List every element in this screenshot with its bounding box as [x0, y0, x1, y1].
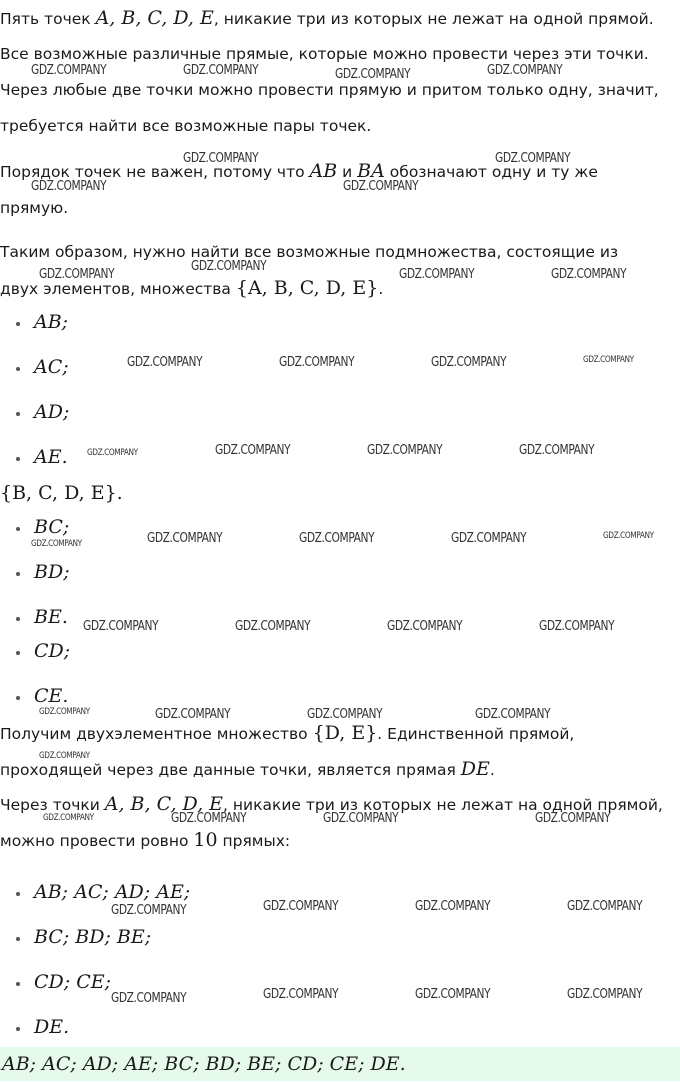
bullet-icon: [16, 696, 20, 700]
list-item: BE.: [16, 602, 68, 633]
answer-box: [0, 1047, 680, 1081]
list-item: AD;: [16, 397, 69, 428]
watermark: GDZ.COMPANY: [367, 443, 443, 458]
bullet-icon: [16, 937, 20, 941]
watermark: GDZ.COMPANY: [567, 987, 643, 1002]
bullet-icon: [16, 892, 20, 896]
watermark: GDZ.COMPANY: [307, 707, 383, 722]
intro-line-8: двух элементов, множества {A, B, C, D, E}.: [0, 277, 384, 299]
intro-line-2: Все возможные различные прямые, которые можно провести через эти точки.: [0, 45, 649, 63]
watermark: GDZ.COMPANY: [475, 707, 551, 722]
intro-line-1: Пять точек A, B, C, D, E, никакие три из которых не лежат на одной прямой.: [0, 7, 654, 29]
watermark: GDZ.COMPANY: [539, 619, 615, 634]
watermark: GDZ.COMPANY: [215, 443, 291, 458]
bullet-icon: [16, 1027, 20, 1031]
intro-line-5: Порядок точек не важен, потому что AB и BA обозначают одну и ту же: [0, 160, 598, 182]
watermark: GDZ.COMPANY: [519, 443, 595, 458]
list-item: CD; CE;: [16, 967, 111, 998]
watermark: GDZ.COMPANY: [191, 259, 267, 274]
intro-line-4: требуется найти все возможные пары точек.: [0, 117, 372, 135]
list-item: AB;: [16, 307, 68, 338]
bullet-icon: [16, 412, 20, 416]
watermark: GDZ.COMPANY: [155, 707, 231, 722]
intro-line-7: Таким образом, нужно найти все возможные подмножества, состоящие из: [0, 243, 619, 261]
watermark: GDZ.COMPANY: [183, 63, 259, 78]
de-line-2: проходящей через две данные точки, является прямая DE.: [0, 758, 495, 780]
conclusion-line-1: Через точки A, B, C, D, E, никакие три из которых не лежат на одной прямой,: [0, 793, 663, 815]
watermark: GDZ.COMPANY: [451, 531, 527, 546]
watermark: GDZ.COMPANY: [31, 179, 107, 194]
watermark: GDZ.COMPANY: [567, 899, 643, 914]
watermark: GDZ.COMPANY: [551, 267, 627, 282]
list-item: BD;: [16, 557, 70, 588]
watermark: GDZ.COMPANY: [31, 63, 107, 78]
watermark: GDZ.COMPANY: [415, 987, 491, 1002]
list-item: DE.: [16, 1012, 69, 1043]
watermark: GDZ.COMPANY: [603, 531, 654, 541]
watermark: GDZ.COMPANY: [323, 811, 399, 826]
bullet-icon: [16, 982, 20, 986]
watermark: GDZ.COMPANY: [111, 991, 187, 1006]
watermark: GDZ.COMPANY: [583, 355, 634, 365]
watermark: GDZ.COMPANY: [343, 179, 419, 194]
watermark: GDZ.COMPANY: [387, 619, 463, 634]
list-item: CD;: [16, 636, 70, 667]
watermark: GDZ.COMPANY: [39, 707, 90, 717]
list-item: BC;: [16, 512, 69, 543]
watermark: GDZ.COMPANY: [235, 619, 311, 634]
watermark: GDZ.COMPANY: [83, 619, 159, 634]
list-item: AC;: [16, 352, 69, 383]
intro-line-3: Через любые две точки можно провести прямую и притом только одну, значит,: [0, 81, 659, 99]
list-item: BC; BD; BE;: [16, 922, 151, 953]
watermark: GDZ.COMPANY: [495, 151, 571, 166]
list-item: CE.: [16, 681, 68, 712]
de-line-1: Получим двухэлементное множество {D, E}. Единственной прямой,: [0, 722, 575, 744]
answer-text: AB; AC; AD; AE; BC; BD; BE; CD; CE; DE.: [2, 1053, 406, 1075]
watermark: GDZ.COMPANY: [487, 63, 563, 78]
list-item: AE.: [16, 442, 68, 473]
watermark: GDZ.COMPANY: [431, 355, 507, 370]
watermark: GDZ.COMPANY: [399, 267, 475, 282]
watermark: GDZ.COMPANY: [39, 267, 115, 282]
watermark: GDZ.COMPANY: [171, 811, 247, 826]
watermark: GDZ.COMPANY: [39, 751, 90, 761]
bullet-icon: [16, 617, 20, 621]
bullet-icon: [16, 572, 20, 576]
watermark: GDZ.COMPANY: [263, 987, 339, 1002]
list-item: AB; AC; AD; AE;: [16, 877, 190, 908]
intro-line-6: прямую.: [0, 199, 69, 217]
watermark: GDZ.COMPANY: [279, 355, 355, 370]
watermark: GDZ.COMPANY: [127, 355, 203, 370]
watermark: GDZ.COMPANY: [43, 813, 94, 823]
conclusion-line-2: можно провести ровно 10 прямых:: [0, 829, 291, 851]
watermark: GDZ.COMPANY: [111, 903, 187, 918]
bullet-icon: [16, 367, 20, 371]
watermark: GDZ.COMPANY: [415, 899, 491, 914]
watermark: GDZ.COMPANY: [147, 531, 223, 546]
bullet-icon: [16, 322, 20, 326]
watermark: GDZ.COMPANY: [299, 531, 375, 546]
watermark: GDZ.COMPANY: [87, 448, 138, 458]
watermark: GDZ.COMPANY: [31, 539, 82, 549]
watermark: GDZ.COMPANY: [183, 151, 259, 166]
watermark: GDZ.COMPANY: [535, 811, 611, 826]
watermark: GDZ.COMPANY: [335, 67, 411, 82]
set-b-label: {B, C, D, E}.: [0, 482, 123, 504]
bullet-icon: [16, 457, 20, 461]
watermark: GDZ.COMPANY: [263, 899, 339, 914]
bullet-icon: [16, 651, 20, 655]
bullet-icon: [16, 527, 20, 531]
